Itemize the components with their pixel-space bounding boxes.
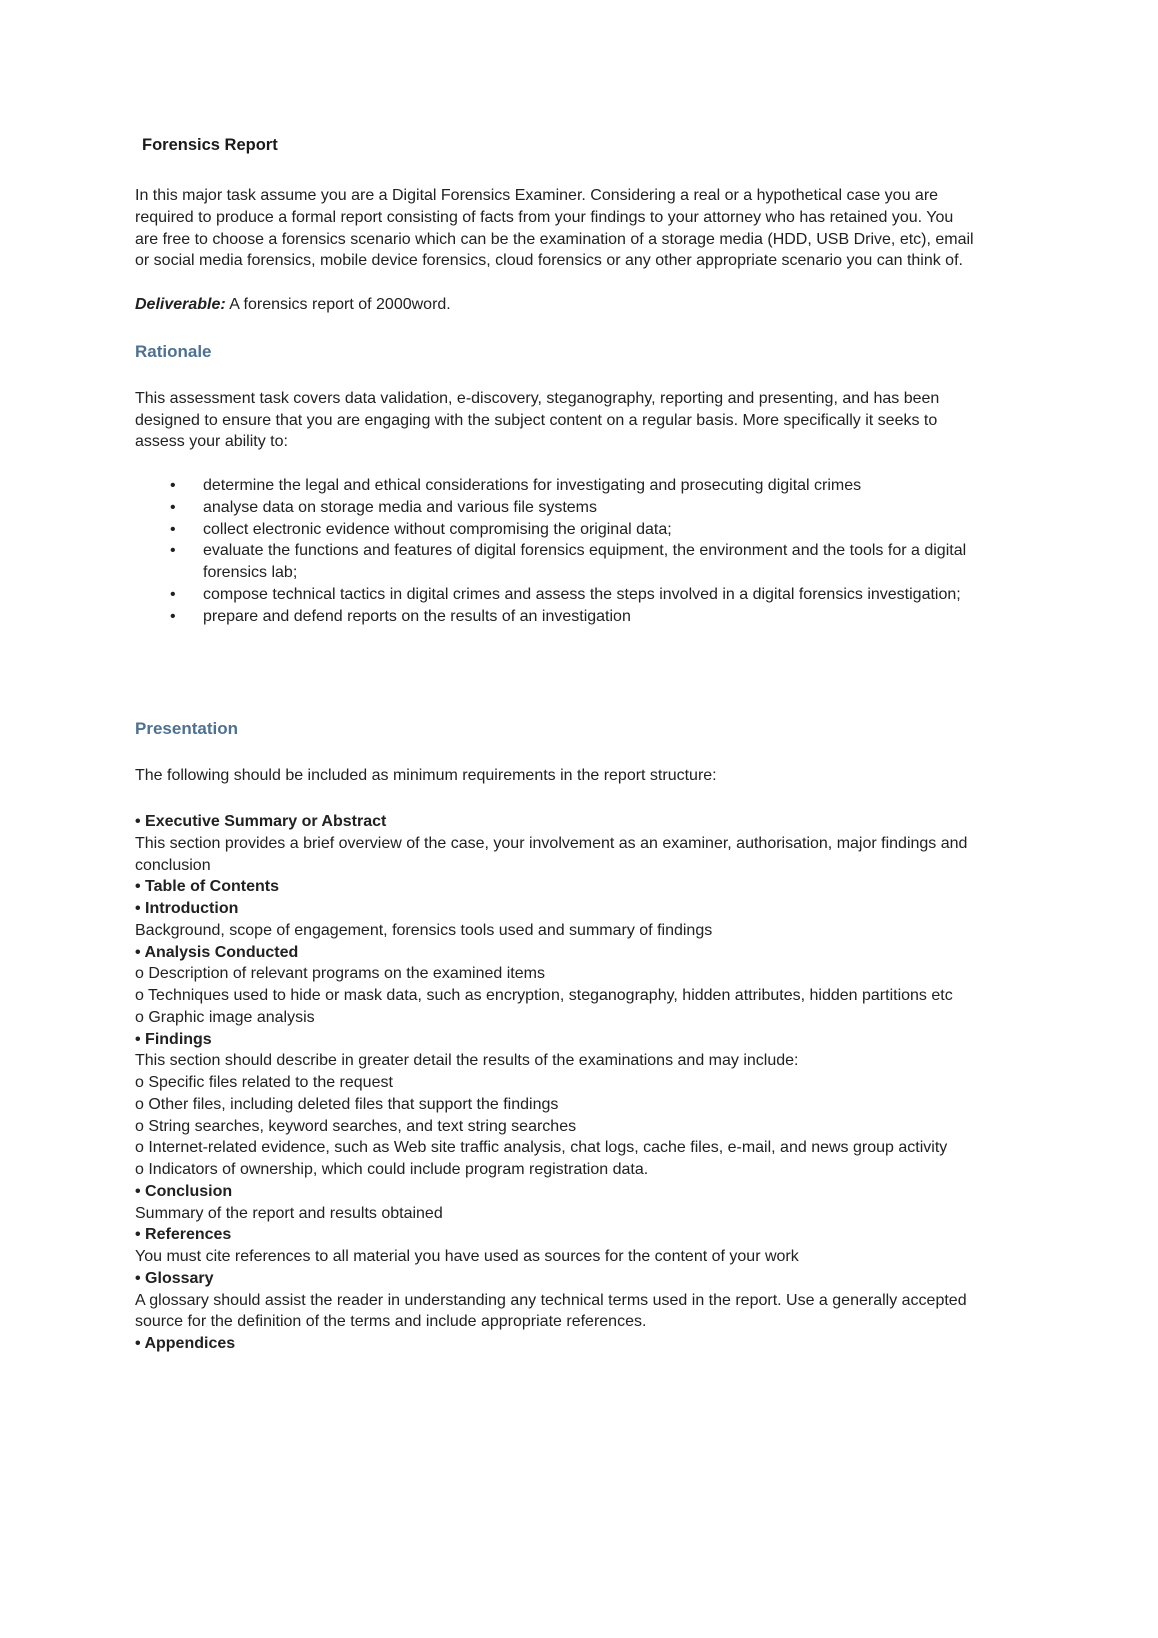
structure-subitem: o Other files, including deleted files that support the findings xyxy=(135,1095,559,1113)
structure-subitem: o Graphic image analysis xyxy=(135,1008,315,1026)
structure-subitem: o Specific files related to the request xyxy=(135,1074,393,1091)
structure-heading: • Analysis Conducted xyxy=(135,943,299,961)
structure-text: Background, scope of engagement, forensics tools used and summary of findings xyxy=(135,921,713,939)
report-structure-list xyxy=(135,811,980,1355)
structure-heading: • Findings xyxy=(135,1030,212,1048)
rationale-intro: This assessment task covers data validation, e-discovery, steganography, reporting and presenting, and has been designed to ensure that you are engaging with the subject content on a regular basis. More specifically it seeks to assess your ability to: xyxy=(135,389,940,451)
deliverable-line xyxy=(135,294,980,316)
list-item: • collect electronic evidence without compromising the original data; xyxy=(170,519,980,541)
presentation-heading: Presentation xyxy=(135,719,238,739)
list-item: • evaluate the functions and features of digital forensics equipment, the environment and the tools for a digital forensics lab; xyxy=(170,540,980,584)
structure-text: You must cite references to all material you have used as sources for the content of your work xyxy=(135,1248,799,1265)
structure-text: This section should describe in greater detail the results of the examinations and may include: xyxy=(135,1052,799,1070)
structure-text: A glossary should assist the reader in understanding any technical terms used in the report. Use a generally accepted source for the definition of the terms and include appropriate references. xyxy=(135,1291,967,1331)
list-item: • compose technical tactics in digital crimes and assess the steps involved in a digital forensics investigation; xyxy=(170,584,980,606)
structure-heading: • Conclusion xyxy=(135,1182,233,1200)
deliverable-label: Deliverable: xyxy=(135,296,226,313)
list-item: • determine the legal and ethical considerations for investigating and prosecuting digital crimes xyxy=(170,475,980,497)
intro-paragraph: In this major task assume you are a Digital Forensics Examiner. Considering a real or a hypothetical case you are required to produce a formal report consisting of facts from your findings to your attorney who has retained you. You are free to choose a forensics scenario which can be the examination of a storage media (HDD, USB Drive, etc), email or social media forensics, mobile device forensics, cloud forensics or any other appropriate scenario you can think of. xyxy=(135,187,974,270)
structure-text: Summary of the report and results obtained xyxy=(135,1204,443,1222)
structure-subitem: o Techniques used to hide or mask data, such as encryption, steganography, hidden attributes, hidden partitions etc xyxy=(135,987,953,1004)
structure-subitem: o Description of relevant programs on the examined items xyxy=(135,965,545,983)
list-item: • analyse data on storage media and various file systems xyxy=(170,497,980,519)
list-item: • prepare and defend reports on the results of an investigation xyxy=(170,606,980,628)
structure-heading: • Introduction xyxy=(135,900,239,917)
structure-subitem: o Indicators of ownership, which could include program registration data. xyxy=(135,1161,649,1178)
structure-heading: • References xyxy=(135,1226,232,1244)
structure-text: This section provides a brief overview of the case, your involvement as an examiner, authorisation, major findings and conclusion xyxy=(135,834,968,874)
structure-subitem: o Internet-related evidence, such as Web site traffic analysis, chat logs, cache files, e-mail, and news group activity xyxy=(135,1139,948,1157)
structure-heading: • Glossary xyxy=(135,1269,214,1287)
structure-subitem: o String searches, keyword searches, and text string searches xyxy=(135,1117,577,1135)
document-title: Forensics Report xyxy=(142,136,278,154)
presentation-intro: The following should be included as minimum requirements in the report structure: xyxy=(135,767,717,785)
rationale-heading: Rationale xyxy=(135,341,212,361)
structure-heading: • Executive Summary or Abstract xyxy=(135,813,387,830)
deliverable-text: A forensics report of 2000word. xyxy=(229,296,451,313)
rationale-bullet-list xyxy=(170,475,980,627)
structure-heading: • Appendices xyxy=(135,1335,236,1352)
structure-heading: • Table of Contents xyxy=(135,878,279,896)
